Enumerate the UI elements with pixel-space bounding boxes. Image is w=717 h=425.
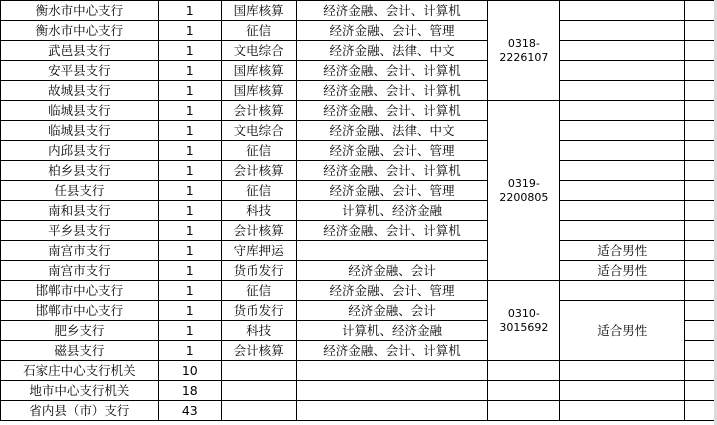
- major-cell: 经济金融、会计、计算机: [296, 221, 488, 241]
- major-cell: 经济金融、会计、计算机: [296, 341, 488, 361]
- extra-cell: [685, 21, 717, 41]
- count-cell: 1: [158, 241, 221, 261]
- extra-cell: [685, 141, 717, 161]
- count-cell: 1: [158, 201, 221, 221]
- position-cell: 科技: [221, 201, 296, 221]
- position-cell: 国库核算: [221, 61, 296, 81]
- position-cell: 守库押运: [221, 241, 296, 261]
- position-cell: 会计核算: [221, 161, 296, 181]
- org-cell: 平乡县支行: [1, 221, 159, 241]
- note-cell: [560, 21, 685, 41]
- extra-cell: [685, 301, 717, 321]
- empty-cell: [221, 361, 296, 381]
- note-cell: [560, 81, 685, 101]
- count-cell: 1: [158, 61, 221, 81]
- note-cell: [560, 201, 685, 221]
- major-cell: 经济金融、会计、计算机: [296, 81, 488, 101]
- org-cell: 南和县支行: [1, 201, 159, 221]
- note-cell: [560, 121, 685, 141]
- count-cell: 1: [158, 141, 221, 161]
- major-cell: 经济金融、会计: [296, 261, 488, 281]
- note-cell: [560, 221, 685, 241]
- phone-cell: 0310-3015692: [488, 281, 560, 361]
- extra-cell: [685, 321, 717, 341]
- summary-count: 18: [158, 381, 221, 401]
- table-row: [1, 81, 717, 101]
- extra-cell: [685, 121, 717, 141]
- note-cell: 适合男性: [560, 241, 685, 261]
- org-cell: 内邱县支行: [1, 141, 159, 161]
- position-cell: 征信: [221, 281, 296, 301]
- note-cell: [560, 141, 685, 161]
- table-row: [1, 281, 717, 301]
- phone-cell: 0319-2200805: [488, 101, 560, 281]
- org-cell: 临城县支行: [1, 121, 159, 141]
- empty-cell: [296, 401, 488, 421]
- summary-count: 43: [158, 401, 221, 421]
- org-cell: 邯郸市中心支行: [1, 281, 159, 301]
- table-row: [1, 301, 717, 321]
- table-row: [1, 241, 717, 261]
- org-cell: 肥乡支行: [1, 321, 159, 341]
- table-row: [1, 61, 717, 81]
- extra-cell: [685, 261, 717, 281]
- count-cell: 1: [158, 41, 221, 61]
- extra-cell: [685, 341, 717, 361]
- empty-cell: [221, 401, 296, 421]
- position-cell: 货币发行: [221, 301, 296, 321]
- major-cell: 经济金融、会计、管理: [296, 181, 488, 201]
- table-row: [1, 261, 717, 281]
- count-cell: 1: [158, 21, 221, 41]
- summary-row: [1, 361, 717, 381]
- count-cell: 1: [158, 121, 221, 141]
- empty-cell: [488, 361, 560, 381]
- major-cell: [296, 241, 488, 261]
- major-cell: 经济金融、会计、计算机: [296, 1, 488, 21]
- count-cell: 1: [158, 161, 221, 181]
- position-cell: 科技: [221, 321, 296, 341]
- note-cell: [560, 41, 685, 61]
- extra-cell: [685, 161, 717, 181]
- major-cell: 经济金融、法律、中文: [296, 121, 488, 141]
- extra-cell: [685, 181, 717, 201]
- position-cell: 征信: [221, 141, 296, 161]
- extra-cell: [685, 101, 717, 121]
- table-row: [1, 221, 717, 241]
- org-cell: 故城县支行: [1, 81, 159, 101]
- summary-label: 地市中心支行机关: [1, 381, 159, 401]
- empty-cell: [685, 401, 717, 421]
- table-row: [1, 141, 717, 161]
- major-cell: 经济金融、会计、计算机: [296, 61, 488, 81]
- note-cell: 适合男性: [560, 261, 685, 281]
- empty-cell: [296, 361, 488, 381]
- note-cell: 适合男性: [560, 301, 685, 361]
- org-cell: 柏乡县支行: [1, 161, 159, 181]
- position-cell: 会计核算: [221, 101, 296, 121]
- table-row: [1, 121, 717, 141]
- empty-cell: [560, 381, 685, 401]
- note-cell: [560, 161, 685, 181]
- position-cell: 国库核算: [221, 81, 296, 101]
- empty-cell: [685, 361, 717, 381]
- major-cell: 经济金融、会计、管理: [296, 141, 488, 161]
- extra-cell: [685, 81, 717, 101]
- org-cell: 衡水市中心支行: [1, 21, 159, 41]
- empty-cell: [296, 381, 488, 401]
- org-cell: 南宫市支行: [1, 241, 159, 261]
- table-row: [1, 41, 717, 61]
- table-row: [1, 1, 717, 21]
- org-cell: 邯郸市中心支行: [1, 301, 159, 321]
- count-cell: 1: [158, 341, 221, 361]
- major-cell: 计算机、经济金融: [296, 201, 488, 221]
- extra-cell: [685, 281, 717, 301]
- empty-cell: [221, 381, 296, 401]
- table-row: [1, 161, 717, 181]
- org-cell: 任县支行: [1, 181, 159, 201]
- major-cell: 经济金融、会计: [296, 301, 488, 321]
- count-cell: 1: [158, 321, 221, 341]
- count-cell: 1: [158, 81, 221, 101]
- extra-cell: [685, 41, 717, 61]
- phone-cell: 0318-2226107: [488, 1, 560, 101]
- note-cell: [560, 281, 685, 301]
- count-cell: 1: [158, 281, 221, 301]
- table-row: [1, 201, 717, 221]
- extra-cell: [685, 221, 717, 241]
- major-cell: 计算机、经济金融: [296, 321, 488, 341]
- position-cell: 货币发行: [221, 261, 296, 281]
- count-cell: 1: [158, 261, 221, 281]
- empty-cell: [488, 401, 560, 421]
- summary-label: 省内县（市）支行: [1, 401, 159, 421]
- summary-row: [1, 401, 717, 421]
- position-cell: 文电综合: [221, 121, 296, 141]
- major-cell: 经济金融、会计、计算机: [296, 101, 488, 121]
- org-cell: 武邑县支行: [1, 41, 159, 61]
- count-cell: 1: [158, 1, 221, 21]
- major-cell: 经济金融、会计、管理: [296, 281, 488, 301]
- count-cell: 1: [158, 181, 221, 201]
- table-row: [1, 181, 717, 201]
- empty-cell: [560, 361, 685, 381]
- table-row: [1, 21, 717, 41]
- count-cell: 1: [158, 301, 221, 321]
- org-cell: 南宫市支行: [1, 261, 159, 281]
- note-cell: [560, 101, 685, 121]
- table-row: [1, 101, 717, 121]
- count-cell: 1: [158, 101, 221, 121]
- position-cell: 文电综合: [221, 41, 296, 61]
- major-cell: 经济金融、法律、中文: [296, 41, 488, 61]
- org-cell: 衡水市中心支行: [1, 1, 159, 21]
- extra-cell: [685, 61, 717, 81]
- major-cell: 经济金融、会计、管理: [296, 21, 488, 41]
- major-cell: 经济金融、会计、计算机: [296, 161, 488, 181]
- org-cell: 安平县支行: [1, 61, 159, 81]
- position-cell: 国库核算: [221, 1, 296, 21]
- org-cell: 临城县支行: [1, 101, 159, 121]
- count-cell: 1: [158, 221, 221, 241]
- extra-cell: [685, 241, 717, 261]
- empty-cell: [488, 381, 560, 401]
- position-cell: 会计核算: [221, 341, 296, 361]
- position-cell: 征信: [221, 181, 296, 201]
- empty-cell: [685, 381, 717, 401]
- position-cell: 会计核算: [221, 221, 296, 241]
- extra-cell: [685, 1, 717, 21]
- summary-label: 石家庄中心支行机关: [1, 361, 159, 381]
- summary-count: 10: [158, 361, 221, 381]
- summary-row: [1, 381, 717, 401]
- note-cell: [560, 61, 685, 81]
- empty-cell: [560, 401, 685, 421]
- extra-cell: [685, 201, 717, 221]
- note-cell: [560, 1, 685, 21]
- note-cell: [560, 181, 685, 201]
- position-cell: 征信: [221, 21, 296, 41]
- org-cell: 磁县支行: [1, 341, 159, 361]
